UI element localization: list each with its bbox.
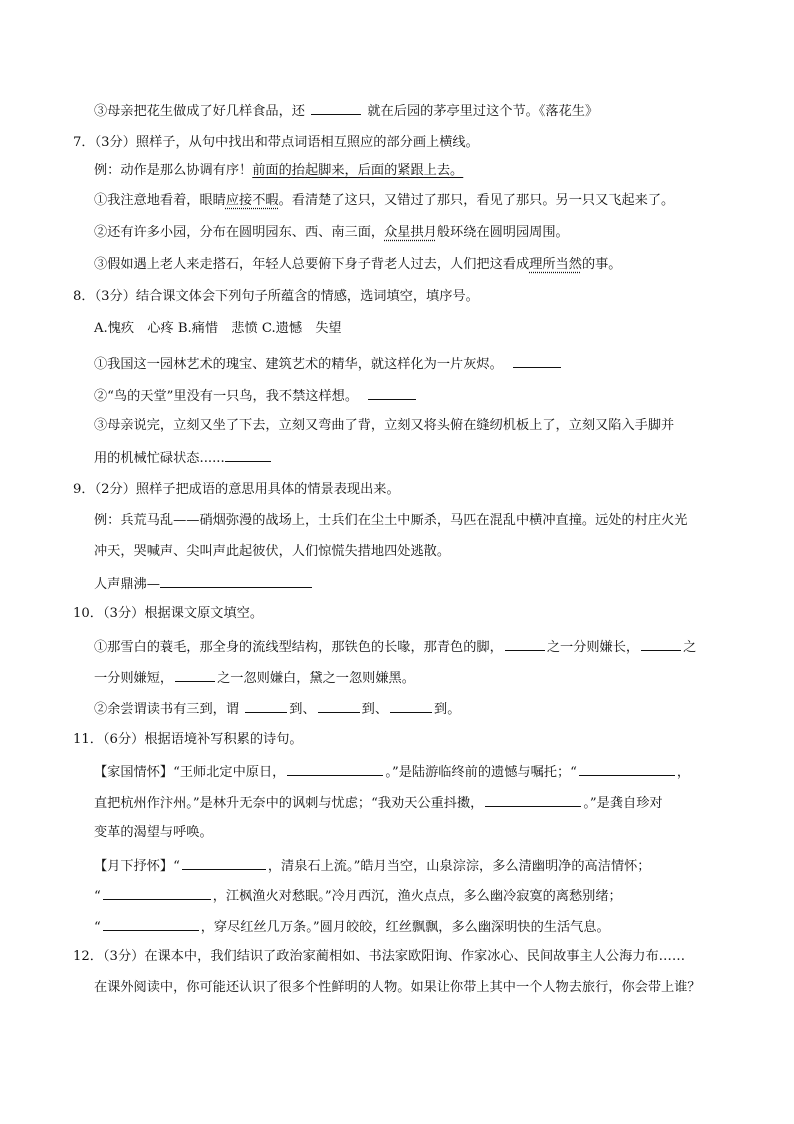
text: ②还有许多小园，分布在圆明园东、西、南三面， bbox=[94, 225, 385, 240]
text: 。”是陆游临终前的遗憾与嘱托；“ bbox=[385, 765, 577, 780]
q7-sentence-1 bbox=[94, 191, 754, 211]
q10-sentence-2 bbox=[94, 698, 754, 720]
q8-sentence-3a: ③母亲说完，立刻又坐了下去，立刻又弯曲了背，立刻又将头俯在缝纫机板上了，立刻又陷入手脚并 bbox=[94, 418, 675, 433]
answer-blank[interactable] bbox=[160, 573, 312, 588]
q8-heading: 8．（3分）结合课文体会下列句子所蕴含的情感，选词填空，填序号。 bbox=[73, 289, 479, 304]
text: 例：动作是那么协调有序！ bbox=[94, 163, 253, 178]
q8-sentence-2 bbox=[94, 385, 754, 407]
text: 【家国情怀】“王师北定中原日， bbox=[94, 765, 286, 780]
q7-example bbox=[94, 161, 754, 181]
text: 的事。 bbox=[581, 257, 622, 272]
text: ，清泉石上流。”皓月当空，山泉淙淙，多么清幽明净的高洁情怀； bbox=[267, 859, 651, 874]
text: 【月下抒怀】“ bbox=[94, 859, 180, 874]
answer-blank[interactable] bbox=[103, 885, 211, 900]
answer-blank[interactable] bbox=[182, 855, 266, 870]
answer-blank[interactable] bbox=[287, 761, 383, 776]
text: ，穿尽红丝几万条。”圆月皎皎，红丝飘飘，多么幽深明快的生活气息。 bbox=[200, 920, 610, 935]
text: 。”是龚自珍对 bbox=[583, 796, 663, 811]
text: 之 bbox=[683, 640, 697, 655]
answer-blank[interactable] bbox=[579, 761, 675, 776]
q8-sentence-3b bbox=[94, 447, 754, 469]
text: “ bbox=[94, 920, 101, 935]
q9-heading: 9．（2分）照样子把成语的意思用具体的情景表现出来。 bbox=[73, 482, 400, 497]
text: ， bbox=[676, 765, 691, 780]
text: ③母亲把花生做成了好几样食品，还 bbox=[94, 104, 310, 119]
q11-para1-line1 bbox=[94, 761, 754, 783]
text: ①我注意地看着，眼睛 bbox=[94, 193, 226, 208]
text: 一分则嫌短， bbox=[94, 671, 174, 686]
answer-blank[interactable] bbox=[368, 385, 416, 400]
text: 人声鼎沸— bbox=[94, 577, 160, 592]
text: 般环绕在圆明园周围。 bbox=[436, 225, 569, 240]
q6-item-3 bbox=[94, 100, 754, 122]
text: 到、 bbox=[289, 702, 316, 717]
text: ②“鸟的天堂”里没有一只鸟，我不禁这样想。 bbox=[94, 389, 359, 404]
answer-blank[interactable] bbox=[318, 698, 360, 713]
text: 直把杭州作汴州。”是林升无奈中的讽刺与忧虑；“我劝天公重抖擞， bbox=[94, 796, 484, 811]
dotted-word: 应接不暇 bbox=[225, 193, 279, 208]
q10-sentence-1b bbox=[94, 667, 754, 689]
text: “ bbox=[94, 889, 101, 904]
q11-para1-line2 bbox=[94, 792, 754, 814]
q11-para1-line3: 变革的渴望与呼唤。 bbox=[94, 825, 213, 840]
text: ③假如遇上老人来走搭石，年轻人总要俯下身子背老人过去，人们把这看成 bbox=[94, 257, 530, 272]
q7-heading: 7．（3分）照样子，从句中找出和带点词语相互照应的部分画上横线。 bbox=[73, 135, 479, 150]
q8-options: A.愧疚 心疼 B.痛惜 悲愤 C.遗憾 失望 bbox=[94, 321, 342, 336]
answer-blank[interactable] bbox=[513, 353, 561, 368]
q10-sentence-1a bbox=[94, 636, 754, 658]
text: ，江枫渔火对愁眠。”冷月西沉，渔火点点，多么幽冷寂寞的离愁别绪； bbox=[212, 889, 622, 904]
underlined-text: 前面的抬起脚来，后面的紧跟上去。 bbox=[252, 163, 464, 178]
text: 就在后园的茅亭里过这个节。《落花生》 bbox=[363, 104, 599, 119]
answer-blank[interactable] bbox=[505, 636, 545, 651]
text: ②余尝谓读书有三到，谓 bbox=[94, 702, 244, 717]
dotted-word: 众星拱月 bbox=[384, 225, 437, 240]
q9-example-2: 冲天，哭喊声、尖叫声此起彼伏，人们惊慌失措地四处逃散。 bbox=[94, 544, 451, 559]
answer-blank[interactable] bbox=[245, 698, 287, 713]
q10-heading: 10．（3分）根据课文原文填空。 bbox=[73, 606, 264, 621]
answer-blank[interactable] bbox=[311, 100, 361, 115]
q12-line-2: 在课外阅读中，你可能还认识了很多个性鲜明的人物。如果让你带上其中一个人物去旅行，你会带上谁？ bbox=[94, 980, 701, 995]
q11-para2-line3 bbox=[94, 916, 754, 938]
dotted-word: 理所当然 bbox=[529, 257, 582, 272]
text: ①我国这一园林艺术的瑰宝、建筑艺术的精华，就这样化为一片灰烬。 bbox=[94, 357, 503, 372]
text: 之一分则嫌长， bbox=[546, 640, 640, 655]
answer-blank[interactable] bbox=[390, 698, 432, 713]
text: 之一忽则嫌白，黛之一忽则嫌黑。 bbox=[217, 671, 415, 686]
text: ①那雪白的蓑毛，那全身的流线型结构，那铁色的长喙，那青色的脚， bbox=[94, 640, 503, 655]
answer-blank[interactable] bbox=[175, 667, 215, 682]
q11-heading: 11．（6分）根据语境补写积累的诗句。 bbox=[73, 732, 303, 747]
answer-blank[interactable] bbox=[225, 447, 271, 462]
text: 到。 bbox=[434, 702, 461, 717]
text: 用的机械忙碌状态...... bbox=[94, 451, 225, 466]
q9-task bbox=[94, 573, 754, 595]
q8-sentence-1 bbox=[94, 353, 754, 375]
q7-sentence-3 bbox=[94, 255, 754, 275]
q9-example-1: 例：兵荒马乱——硝烟弥漫的战场上，士兵们在尘土中厮杀，马匹在混乱中横冲直撞。远处的村庄火光 bbox=[94, 513, 688, 528]
text: 到、 bbox=[361, 702, 389, 717]
text: 。看清楚了这只，又错过了那只，看见了那只。另一只又飞起来了。 bbox=[278, 193, 675, 208]
answer-blank[interactable] bbox=[103, 916, 199, 931]
q11-para2-line1 bbox=[94, 855, 754, 877]
q11-para2-line2 bbox=[94, 885, 754, 907]
answer-blank[interactable] bbox=[485, 792, 581, 807]
q7-sentence-2 bbox=[94, 223, 754, 243]
q12-heading: 12．（3分）在课本中，我们结识了政治家蔺相如、书法家欧阳询、作家冰心、民间故事主人公海力布…… bbox=[73, 949, 686, 964]
answer-blank[interactable] bbox=[641, 636, 681, 651]
